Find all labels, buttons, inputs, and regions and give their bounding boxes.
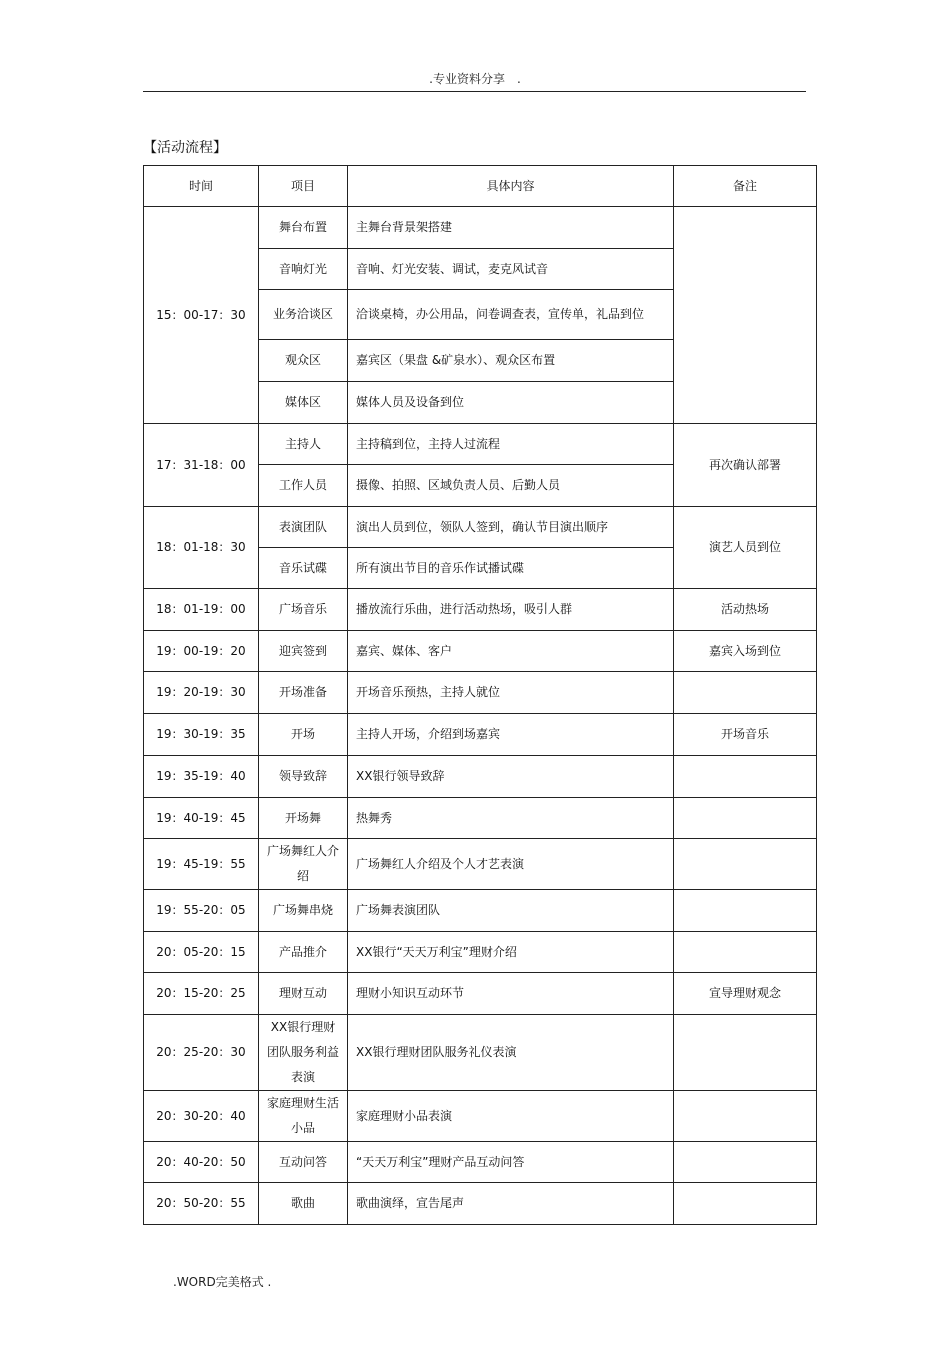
note-cell [674, 1142, 817, 1183]
page-header: .专业资料分享 . [429, 72, 521, 86]
time-cell: 20：50-20：55 [144, 1183, 259, 1225]
table-row [144, 714, 817, 756]
item-cell: 领导致辞 [259, 756, 348, 798]
table-row [144, 973, 817, 1015]
time-cell: 20：30-20：40 [144, 1091, 259, 1142]
table-row [144, 672, 817, 714]
item-cell: 互动问答 [259, 1142, 348, 1183]
content-cell: 开场音乐预热，主持人就位 [348, 672, 674, 714]
item-cell: 音乐试碟 [259, 548, 348, 589]
content-cell: 媒体人员及设备到位 [348, 382, 674, 424]
column-header-time: 时间 [144, 166, 259, 207]
item-cell: 开场舞 [259, 798, 348, 839]
item-cell: 音响灯光 [259, 249, 348, 290]
item-cell: 迎宾签到 [259, 631, 348, 672]
table-row [144, 507, 817, 548]
note-cell [674, 1183, 817, 1225]
content-cell: 播放流行乐曲，进行活动热场，吸引人群 [348, 589, 674, 631]
item-cell: XX银行理财团队服务利益表演 [259, 1015, 348, 1091]
time-cell: 19：45-19：55 [144, 839, 259, 890]
item-cell: 主持人 [259, 424, 348, 465]
item-cell: 媒体区 [259, 382, 348, 424]
item-cell: 开场 [259, 714, 348, 756]
item-cell: 舞台布置 [259, 207, 348, 249]
content-cell: 嘉宾区（果盘 &矿泉水）、观众区布置 [348, 340, 674, 382]
time-cell: 18：01-18：30 [144, 507, 259, 589]
content-cell: 热舞秀 [348, 798, 674, 839]
time-cell: 19：40-19：45 [144, 798, 259, 839]
table-row [144, 424, 817, 465]
content-cell: 主持稿到位，主持人过流程 [348, 424, 674, 465]
table-row [144, 932, 817, 973]
time-cell: 19：00-19：20 [144, 631, 259, 672]
item-cell: 理财互动 [259, 973, 348, 1015]
time-cell: 17：31-18：00 [144, 424, 259, 507]
table-row [144, 1142, 817, 1183]
note-cell [674, 932, 817, 973]
content-cell: 主持人开场，介绍到场嘉宾 [348, 714, 674, 756]
schedule-table [143, 165, 817, 1225]
item-cell: 歌曲 [259, 1183, 348, 1225]
column-header-item: 项目 [259, 166, 348, 207]
content-cell: 演出人员到位，领队人签到，确认节目演出顺序 [348, 507, 674, 548]
content-cell: 理财小知识互动环节 [348, 973, 674, 1015]
item-cell: 广场舞串烧 [259, 890, 348, 932]
note-cell: 开场音乐 [674, 714, 817, 756]
note-cell [674, 672, 817, 714]
table-row [144, 890, 817, 932]
content-cell: 歌曲演绎，宣告尾声 [348, 1183, 674, 1225]
item-cell: 产品推介 [259, 932, 348, 973]
note-cell [674, 1091, 817, 1142]
item-cell: 表演团队 [259, 507, 348, 548]
note-cell [674, 1015, 817, 1091]
note-cell [674, 756, 817, 798]
content-cell: 音响、灯光安装、调试，麦克风试音 [348, 249, 674, 290]
content-cell: 嘉宾、媒体、客户 [348, 631, 674, 672]
time-cell: 19：55-20：05 [144, 890, 259, 932]
item-cell: 广场音乐 [259, 589, 348, 631]
note-cell: 宣导理财观念 [674, 973, 817, 1015]
note-cell: 再次确认部署 [674, 424, 817, 507]
content-cell: 主舞台背景架搭建 [348, 207, 674, 249]
content-cell: “天天万利宝”理财产品互动问答 [348, 1142, 674, 1183]
item-cell: 工作人员 [259, 465, 348, 507]
table-row [144, 1183, 817, 1225]
note-cell [674, 890, 817, 932]
item-cell: 观众区 [259, 340, 348, 382]
column-header-content: 具体内容 [348, 166, 674, 207]
content-cell: XX银行领导致辞 [348, 756, 674, 798]
content-cell: 洽谈桌椅，办公用品，问卷调查表，宣传单，礼品到位 [348, 290, 674, 340]
time-cell: 15：00-17：30 [144, 207, 259, 424]
time-cell: 20：05-20：15 [144, 932, 259, 973]
note-cell: 活动热场 [674, 589, 817, 631]
content-cell: XX银行“天天万利宝”理财介绍 [348, 932, 674, 973]
time-cell: 19：35-19：40 [144, 756, 259, 798]
content-cell: 家庭理财小品表演 [348, 1091, 674, 1142]
note-cell: 嘉宾入场到位 [674, 631, 817, 672]
time-cell: 20：15-20：25 [144, 973, 259, 1015]
header-rule [143, 91, 806, 92]
time-cell: 19：20-19：30 [144, 672, 259, 714]
time-cell: 20：25-20：30 [144, 1015, 259, 1091]
table-row [144, 839, 817, 890]
time-cell: 19：30-19：35 [144, 714, 259, 756]
table-row [144, 1091, 817, 1142]
note-cell [674, 798, 817, 839]
column-header-note: 备注 [674, 166, 817, 207]
content-cell: XX银行理财团队服务礼仪表演 [348, 1015, 674, 1091]
section-title: 【活动流程】 [143, 140, 227, 156]
page-footer: .WORD完美格式 . [173, 1275, 272, 1289]
note-cell [674, 839, 817, 890]
item-cell: 业务洽谈区 [259, 290, 348, 340]
content-cell: 摄像、拍照、区域负责人员、后勤人员 [348, 465, 674, 507]
note-cell: 演艺人员到位 [674, 507, 817, 589]
note-cell [674, 207, 817, 424]
content-cell: 广场舞红人介绍及个人才艺表演 [348, 839, 674, 890]
table-row [144, 589, 817, 631]
table-row [144, 798, 817, 839]
table-row [144, 756, 817, 798]
content-cell: 所有演出节目的音乐作试播试碟 [348, 548, 674, 589]
item-cell: 开场准备 [259, 672, 348, 714]
table-row [144, 1015, 817, 1091]
item-cell: 广场舞红人介绍 [259, 839, 348, 890]
time-cell: 18：01-19：00 [144, 589, 259, 631]
content-cell: 广场舞表演团队 [348, 890, 674, 932]
table-header-row [144, 166, 817, 207]
table-row [144, 631, 817, 672]
table-row [144, 207, 817, 249]
time-cell: 20：40-20：50 [144, 1142, 259, 1183]
item-cell: 家庭理财生活小品 [259, 1091, 348, 1142]
